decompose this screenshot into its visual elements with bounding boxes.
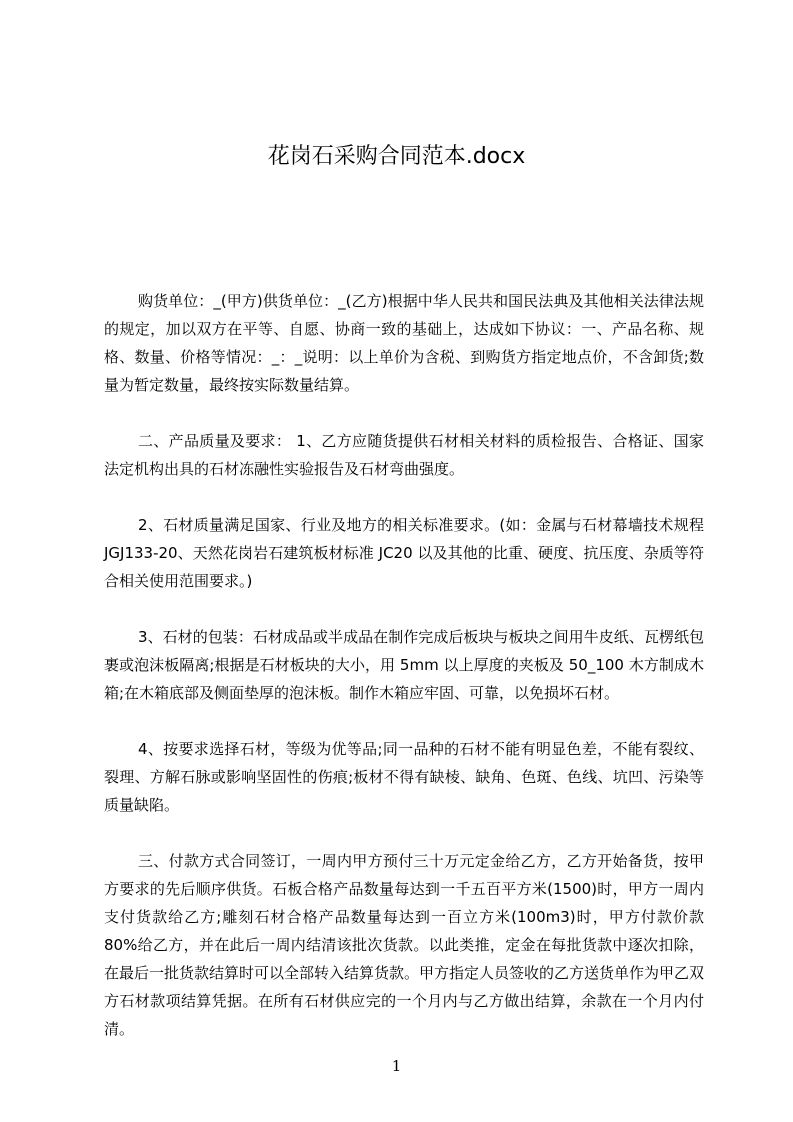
paragraph-packaging: 3、石材的包装：石材成品或半成品在制作完成后板块与板块之间用牛皮纸、瓦楞纸包裹或泡沫板隔离;根据是石材板块的大小，用 5mm 以上厚度的夹板及 50_100 木方制成木箱;在木箱底部及侧面垫厚的泡沫板。制作木箱应牢固、可靠，以免损坏石材。 (104, 628, 704, 702)
paragraph-quality-standards: 2、石材质量满足国家、行业及地方的相关标准要求。(如：金属与石材幕墙技术规程 JGJ133-20、天然花岗岩石建筑板材标准 JC20 以及其他的比重、硬度、抗压度、杂质等符合相关使用范围要求。) (104, 516, 704, 590)
page-number: 1 (391, 1057, 402, 1075)
paragraph-payment-terms: 三、付款方式合同签订，一周内甲方预付三十万元定金给乙方，乙方开始备货，按甲方要求的先后顺序供货。石板合格产品数量每达到一千五百平方米(1500)时，甲方一周内支付货款给乙方;雕刻石材合格产品数量每达到一百立方米(100m3)时，甲方付款价款 80%给乙方，并在此后一周内结清该批次货款。以此类推，定金在每批货款中逐次扣除，在最后一批货款结算时可以全部转入结算货款。甲方指定人员签收的乙方送货单作为甲乙双方石材款项结算凭据。在所有石材供应完的一个月内与乙方做出结算，余款在一个月内付清。 (104, 852, 705, 1038)
document-body (104, 287, 704, 1071)
paragraph-quality-requirements: 二、产品质量及要求： 1、乙方应随货提供石材相关材料的质检报告、合格证、国家法定机构出具的石材冻融性实验报告及石材弯曲强度。 (104, 432, 704, 478)
document-title: 花岗石采购合同范本.docx (267, 144, 526, 169)
paragraph-grade-selection: 4、按要求选择石材，等级为优等品;同一品种的石材不能有明显色差，不能有裂纹、裂理、方解石脉或影响坚固性的伤痕;板材不得有缺棱、缺角、色斑、色线、坑凹、污染等质量缺陷。 (104, 740, 704, 814)
paragraph-parties: 购货单位：_(甲方)供货单位：_(乙方)根据中华人民共和国民法典及其他相关法律法规的规定，加以双方在平等、自愿、协商一致的基础上，达成如下协议：一、产品名称、规格、数量、价格等情况：_：_说明：以上单价为含税、到购货方指定地点价，不含卸货;数量为暂定数量，最终按实际数量结算。 (104, 292, 704, 394)
